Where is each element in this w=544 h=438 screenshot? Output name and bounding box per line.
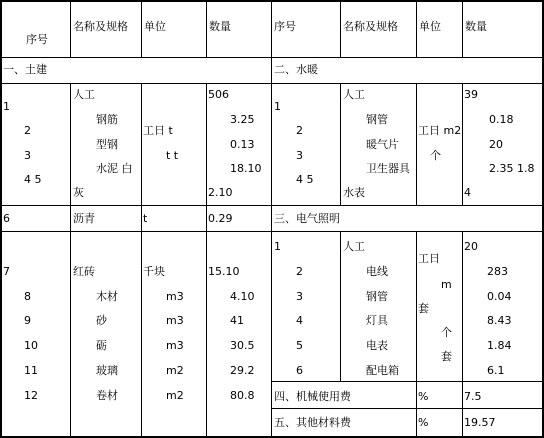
col-divider	[70, 83, 71, 438]
item-name: 灰	[73, 186, 84, 199]
item-qty: 6.1	[487, 364, 505, 377]
section-title: 四、机械使用费	[274, 390, 351, 403]
item-unit: %	[418, 416, 429, 429]
item-unit: 个	[441, 326, 452, 339]
item-name: 型钢	[96, 138, 118, 151]
item-unit: 千块	[143, 265, 165, 278]
item-name: 卫生器具	[366, 162, 410, 175]
item-qty: 18.10	[230, 162, 262, 175]
header-unit: 单位	[144, 20, 166, 33]
row-number: 2	[24, 124, 31, 137]
row-number: 7	[3, 265, 10, 278]
item-name: 砺	[96, 339, 107, 352]
row-number: 2	[296, 265, 303, 278]
item-unit: 工日 t	[143, 124, 173, 137]
col-divider	[462, 0, 463, 57]
header-unit: 单位	[419, 20, 441, 33]
item-unit: %	[418, 390, 429, 403]
section-title: 二、水暖	[274, 63, 318, 76]
col-divider	[340, 83, 341, 205]
item-qty: 2.10	[208, 186, 233, 199]
col-divider	[416, 83, 417, 205]
item-unit: 套	[441, 350, 452, 363]
row-divider	[271, 381, 544, 382]
row-number: 10	[24, 339, 38, 352]
item-name: 沥青	[73, 212, 95, 225]
item-qty: 0.29	[208, 212, 233, 225]
item-qty: 7.5	[464, 390, 482, 403]
header-no: 序号	[274, 20, 296, 33]
col-divider	[462, 231, 463, 438]
row-divider	[0, 205, 544, 206]
item-name: 木材	[96, 290, 118, 303]
item-unit: 工日 m2	[418, 124, 462, 137]
row-number: 6	[296, 364, 303, 377]
header-qty: 数量	[465, 20, 487, 33]
row-number: 4 5	[296, 173, 314, 186]
item-qty: 0.18	[489, 113, 514, 126]
item-name: 配电箱	[366, 364, 399, 377]
item-qty: 506	[208, 88, 229, 101]
item-qty: 41	[230, 314, 244, 327]
row-number: 1	[3, 100, 10, 113]
section-title: 三、电气照明	[274, 212, 340, 225]
row-divider	[271, 408, 544, 409]
item-qty: 0.13	[230, 138, 255, 151]
section-title: 五、其他材料费	[274, 416, 351, 429]
row-number: 4 5	[24, 173, 42, 186]
section-title: 一、土建	[3, 63, 47, 76]
item-unit: t t	[166, 149, 179, 162]
item-name: 红砖	[73, 265, 95, 278]
item-unit: 工日	[418, 252, 440, 265]
item-name: 水表	[343, 186, 365, 199]
col-divider	[271, 0, 272, 438]
col-divider	[206, 83, 207, 438]
item-unit: 套	[418, 302, 429, 315]
item-name: 钢管	[366, 290, 388, 303]
item-unit: m3	[166, 314, 184, 327]
row-divider	[0, 57, 544, 58]
header-name: 名称及规格	[73, 20, 128, 33]
item-name: 人工	[73, 88, 95, 101]
row-number: 8	[24, 290, 31, 303]
col-divider	[206, 0, 207, 57]
item-name: 水泥 白	[96, 162, 133, 175]
item-name: 钢筋	[96, 113, 118, 126]
item-name: 人工	[343, 88, 365, 101]
header-name: 名称及规格	[343, 20, 398, 33]
row-number: 1	[274, 100, 281, 113]
row-number: 5	[296, 339, 303, 352]
row-number: 3	[296, 290, 303, 303]
row-divider	[0, 231, 544, 232]
item-name: 电线	[366, 265, 388, 278]
item-name: 砂	[96, 314, 107, 327]
col-divider	[462, 83, 463, 205]
col-divider	[416, 0, 417, 57]
item-qty: 1.84	[487, 339, 512, 352]
col-divider	[141, 83, 142, 438]
col-divider	[70, 0, 71, 57]
row-number: 3	[296, 149, 303, 162]
row-number: 9	[24, 314, 31, 327]
row-number: 4	[296, 314, 303, 327]
item-name: 卷材	[96, 389, 118, 402]
item-unit: m2	[166, 364, 184, 377]
col-divider	[340, 231, 341, 381]
row-number: 11	[24, 364, 38, 377]
item-qty: 20	[464, 240, 478, 253]
item-name: 暖气片	[366, 138, 399, 151]
item-unit: m2	[166, 389, 184, 402]
row-number: 2	[296, 124, 303, 137]
header-no: 序号	[26, 33, 48, 46]
item-qty: 30.5	[230, 339, 255, 352]
row-number: 12	[24, 389, 38, 402]
col-divider	[141, 0, 142, 57]
row-divider	[0, 83, 544, 84]
item-name: 钢管	[366, 113, 388, 126]
item-qty: 283	[487, 265, 508, 278]
col-divider	[416, 231, 417, 438]
item-name: 人工	[343, 240, 365, 253]
item-qty: 2.35 1.8	[489, 162, 535, 175]
item-name: 电表	[366, 339, 388, 352]
item-qty: 80.8	[230, 389, 255, 402]
item-qty: 8.43	[487, 314, 512, 327]
item-name: 玻璃	[96, 364, 118, 377]
item-name: 灯具	[366, 314, 388, 327]
item-qty: 19.57	[464, 416, 496, 429]
item-qty: 15.10	[208, 265, 240, 278]
row-number: 1	[274, 240, 281, 253]
item-qty: 20	[489, 138, 503, 151]
item-unit: m3	[166, 290, 184, 303]
row-number: 3	[24, 149, 31, 162]
item-qty: 0.04	[487, 290, 512, 303]
item-qty: 3.25	[230, 113, 255, 126]
table-border	[0, 0, 2, 438]
item-qty: 29.2	[230, 364, 255, 377]
item-unit: m	[441, 278, 452, 291]
row-number: 6	[3, 212, 10, 225]
item-qty: 4	[464, 186, 471, 199]
header-qty: 数量	[209, 20, 231, 33]
item-unit: t	[143, 212, 148, 225]
col-divider	[340, 0, 341, 57]
item-qty: 4.10	[230, 290, 255, 303]
item-unit: m3	[166, 339, 184, 352]
item-qty: 39	[464, 88, 478, 101]
item-unit: 个	[430, 149, 441, 162]
